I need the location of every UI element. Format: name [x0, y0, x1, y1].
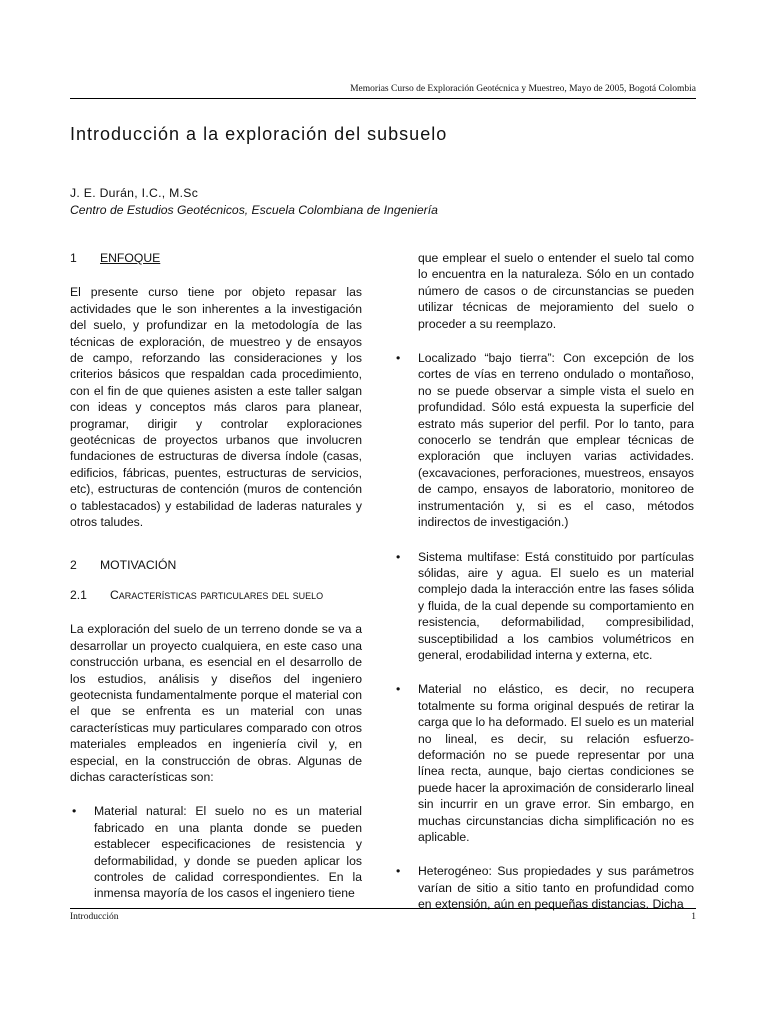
bullet-icon: •: [72, 804, 77, 819]
running-footer: [70, 908, 696, 922]
paragraph-enfoque: El presente curso tiene por objeto repasar las actividades que le son inherentes a la investigación del suelo, y profundizar en la metodología de las técnicas de exploración, de muestreo y de ensayos de campo, reforzando las consideraciones y los criterios básicos que respaldan cada procedimiento, con el fin de que quienes asisten a este taller salgan con ideas y conceptos más claros para planear, programar, dirigir y controlar exploraciones geotécnicas de proyectos urbanos que involucren fundaciones de estructuras de diversa índole (casas, edificios, fábricas, puentes, estructuras de servicios, etc), estructuras de contención (muros de contención o tablestacados) y estabilidad de laderas naturales y otros taludes.: [70, 285, 362, 530]
bullet-icon: •: [396, 682, 401, 697]
list-item: [394, 681, 694, 845]
section-title: MOTIVACIÓN: [100, 557, 177, 572]
list-item-text: Localizado “bajo tierra”: Con excepción de los cortes de vías en terreno ondulado o montañoso, no se puede observar a simple vista el suelo en profundidad. Sólo está expuesta la superficie del estrato más superior del perfil. Por lo tanto, para conocerlo se tendrán que emplear técnicas de exploración que incluyen varias actividades. (excavaciones, perforaciones, muestreos, ensayos de campo, ensayos de laboratorio, monitoreo de instrumentación y, si es el caso, métodos indirectos de investigación.): [418, 351, 694, 530]
section-title: ENFOQUE: [100, 251, 161, 265]
bullet-list-right: [394, 350, 694, 913]
section-heading-motivacion: [70, 557, 362, 573]
author-line: J. E. Durán, I.C., M.Sc: [70, 186, 199, 200]
list-item: [394, 350, 694, 530]
page-number: 1: [691, 912, 696, 922]
footer-label: Introducción: [70, 912, 119, 922]
list-item: [70, 803, 362, 901]
paper-title: Introducción a la exploración del subsuelo: [70, 124, 448, 144]
subsection-heading: [70, 587, 362, 603]
bullet-list-left: [70, 803, 362, 901]
affiliation-line: Centro de Estudios Geotécnicos, Escuela Colombiana de Ingeniería: [70, 203, 438, 217]
running-header-text: Memorias Curso de Exploración Geotécnica y Muestreo, Mayo de 2005, Bogotá Colombia: [350, 84, 696, 94]
continued-paragraph: que emplear el suelo o entender el suelo tal como lo encuentra en la naturaleza. Sólo en un contado número de casos o de circunstancias se pueden utilizar técnicas de mejoramiento del suelo o proceder a su reemplazo.: [418, 251, 694, 331]
right-column: [394, 250, 694, 913]
subsection-title: Características particulares del suelo: [110, 587, 324, 602]
list-item: [394, 549, 694, 664]
section-number: 2: [70, 557, 77, 572]
running-header: [70, 84, 696, 99]
subsection-number: 2.1: [70, 587, 87, 602]
bullet-icon: •: [396, 549, 401, 564]
bullet-icon: •: [396, 864, 401, 879]
bullet-icon: •: [396, 351, 401, 366]
list-item-text: Heterogéneo: Sus propiedades y sus parámetros varían de sitio a sitio tanto en profundidad como en extensión, aún en pequeñas distancias. Dicha: [418, 864, 694, 912]
left-column: [70, 250, 362, 902]
section-heading-enfoque: [70, 250, 362, 266]
section-number: 1: [70, 251, 77, 265]
list-item-text: Sistema multifase: Está constituido por partículas sólidas, aire y agua. El suelo es un material complejo dada la interacción entre las fases sólida y fluida, de la cual depende su comportamiento en resistencia, deformabilidad, compresibilidad, susceptibilidad a los cambios volumétricos en general, erodabilidad interna y externa, etc.: [418, 549, 694, 662]
paragraph-motivacion: La exploración del suelo de un terreno donde se va a desarrollar un proyecto cualquiera, en este caso una construcción urbana, es esencial en el desarrollo de los estudios, análisis y diseños del ingeniero geotecnista fundamentalmente porque el material con el que se enfrenta es un material con unas características muy particulares comparado con otros materiales empleados en ingeniería civil y, en especial, en la construcción de obras. Algunas de dichas características son:: [70, 622, 362, 784]
list-item-text: Material natural: El suelo no es un material fabricado en una planta donde se pueden establecer especificaciones de resistencia y deformabilidad, y donde se pueden aplicar los controles de calidad correspondientes. En la inmensa mayoría de los casos el ingeniero tiene: [94, 804, 362, 901]
list-item: [394, 863, 694, 912]
list-item-text: Material no elástico, es decir, no recupera totalmente su forma original después de retirar la carga que lo ha deformado. El suelo es un material no lineal, es decir, su relación esfuerzo-deformación no se puede representar por una línea recta, aunque, bajo ciertas condiciones se puede hacer la aproximación de considerarlo lineal sin incurrir en un grave error. Sin embargo, en muchas circunstancias dicha simplificación no es aplicable.: [418, 682, 694, 844]
